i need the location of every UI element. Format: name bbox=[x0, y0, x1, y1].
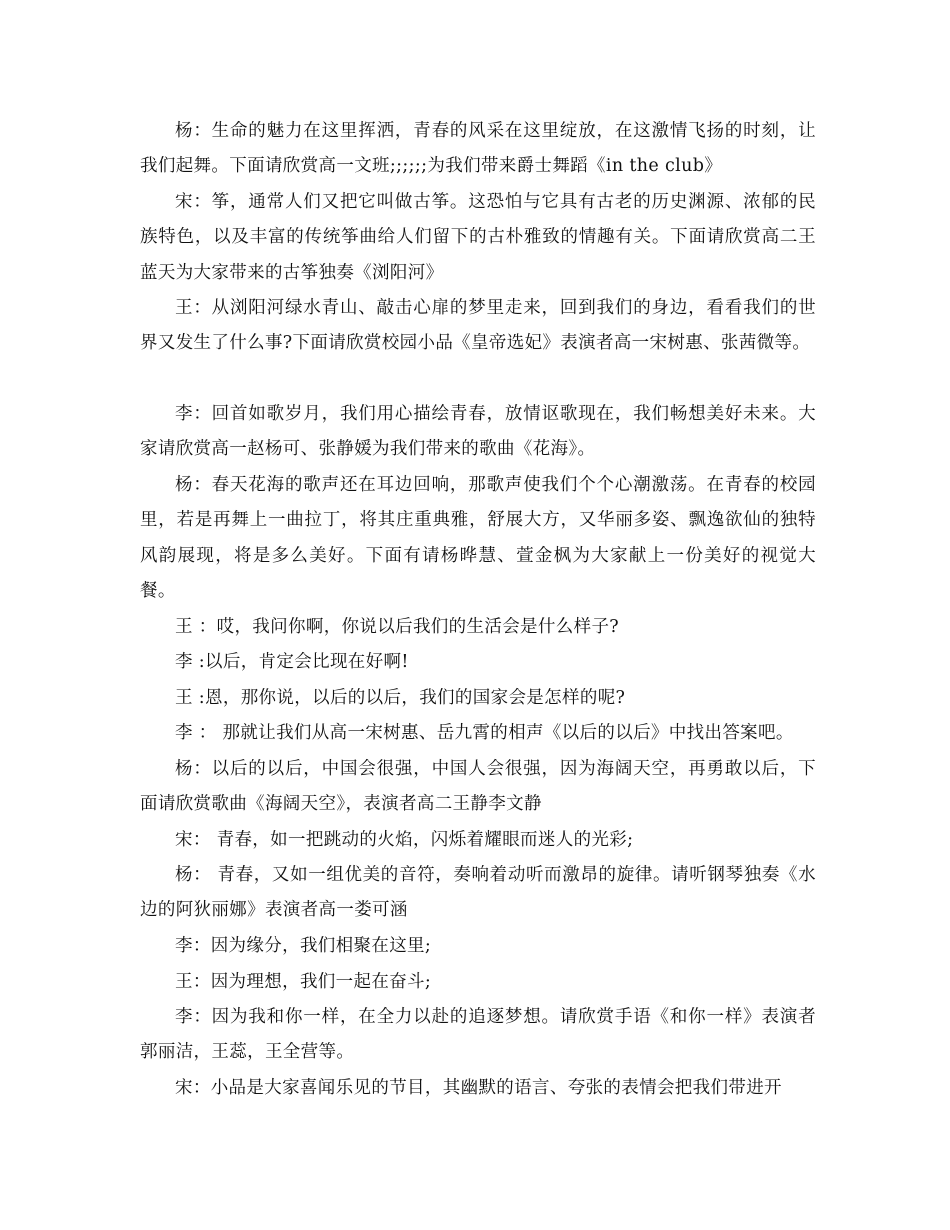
paragraph-song-guzheng: 宋：筝，通常人们又把它叫做古筝。这恐怕与它具有古老的历史渊源、浓郁的民族特色，以及丰富的传统筝曲给人们留下的古朴雅致的情趣有关。下面请欣赏高二王蓝天为大家带来的古筝独奏《浏阳河》 bbox=[140, 192, 816, 283]
paragraph-wang-question: 王 ：哎，我问你啊，你说以后我们的生活会是什么样子? bbox=[175, 617, 620, 637]
paragraph-song-youth: 宋： 青春，如一把跳动的火焰，闪烁着耀眼而迷人的光彩; bbox=[175, 830, 634, 850]
paragraph-wang-sketch: 王：从浏阳河绿水青山、敲击心扉的梦里走来，回到我们的身边，看看我们的世界又发生了什么事?下面请欣赏校园小品《皇帝选妃》表演者高一宋树惠、张茜微等。 bbox=[140, 298, 816, 354]
paragraph-yang-song: 杨：以后的以后，中国会很强，中国人会很强，因为海阔天空，再勇敢以后，下面请欣赏歌曲《海阔天空》，表演者高二王静李文静 bbox=[140, 759, 816, 815]
paragraph-yang-opening: 杨：生命的魅力在这里挥洒，青春的风采在这里绽放，在这激情飞扬的时刻，让我们起舞。下面请欣赏高一文班;;;;;;为我们带来爵士舞蹈《in the club》 bbox=[140, 121, 816, 177]
paragraph-yang-latin-dance: 杨：春天花海的歌声还在耳边回响，那歌声使我们个个心潮激荡。在青春的校园里，若是再舞上一曲拉丁，将其庄重典雅，舒展大方，又华丽多姿、飘逸欲仙的独特风韵展现，将是多么美好。下面有请杨晔慧、萱金枫为大家献上一份美好的视觉大餐。 bbox=[140, 475, 816, 602]
paragraph-wang-ideal: 王：因为理想，我们一起在奋斗; bbox=[175, 972, 432, 992]
paragraph-li-answer: 李 :以后，肯定会比现在好啊! bbox=[175, 652, 409, 672]
paragraph-wang-country: 王 :恩，那你说，以后的以后，我们的国家会是怎样的呢? bbox=[175, 688, 626, 708]
paragraph-yang-piano: 杨： 青春，又如一组优美的音符，奏响着动听而激昂的旋律。请听钢琴独奏《水边的阿狄丽娜》表演者高一娄可涵 bbox=[140, 865, 816, 921]
paragraph-li-fate: 李：因为缘分，我们相聚在这里; bbox=[175, 936, 432, 956]
paragraph-li-song: 李：回首如歌岁月，我们用心描绘青春，放情讴歌现在，我们畅想美好未来。大家请欣赏高一赵杨可、张静媛为我们带来的歌曲《花海》。 bbox=[140, 404, 816, 460]
paragraph-song-sketch-intro: 宋：小品是大家喜闻乐见的节目，其幽默的语言、夸张的表情会把我们带进开 bbox=[175, 1078, 782, 1098]
paragraph-li-crosstalk: 李 ： 那就让我们从高一宋树惠、岳九霄的相声《以后的以后》中找出答案吧。 bbox=[175, 723, 794, 743]
paragraph-li-sign-language: 李：因为我和你一样，在全力以赴的追逐梦想。请欣赏手语《和你一样》表演者郭丽洁，王蕊，王全营等。 bbox=[140, 1007, 816, 1063]
